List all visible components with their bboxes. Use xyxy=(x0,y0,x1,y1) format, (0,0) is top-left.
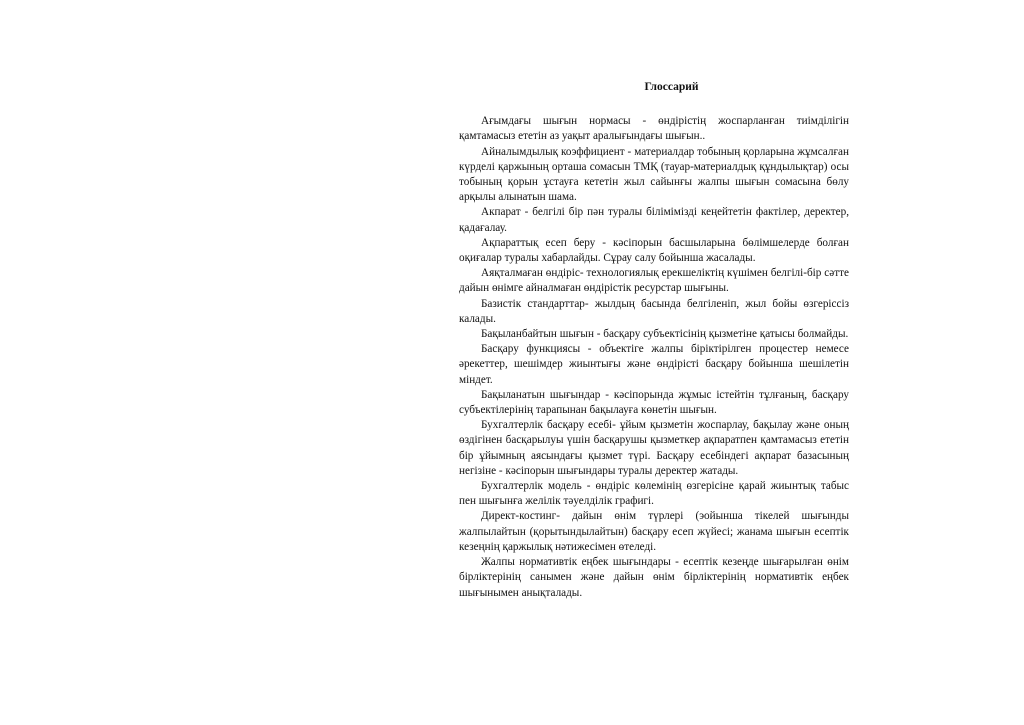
glossary-entry: Аяқталмаған өндіріс- технологиялық ерекшеліктің күшімен белгілі-бір сәтте дайын өнімге айналмаған өндірістік ресурстар шығыны. xyxy=(459,267,849,295)
glossary-page xyxy=(459,80,849,601)
glossary-entry: Басқару функциясы - объектіге жалпы біріктірілген процестер немесе әрекеттер, шешімдер жиынтығы және өндірісті басқару бойынша шешілетін міндет. xyxy=(459,343,849,386)
glossary-entry: Бақыланбайтын шығын - басқару субъектісінің қызметіне қатысы болмайды. xyxy=(481,328,849,341)
page-title: Глоссарий xyxy=(644,81,699,93)
glossary-entry: Базистік стандарттар- жылдың басында белгіленіп, жыл бойы өзгеріссіз калады. xyxy=(459,297,849,325)
glossary-entry: Директ-костинг- дайын өнім түрлері (эойынша тікелей шығынды жалпылайтын (қорытындылайтын) басқару есеп жүйесі; жанама шығын есептік кезеңнің қаржылық нәтижесімен өтеледі. xyxy=(459,510,849,553)
glossary-entry: Айналымдылық коэффициент - материалдар тобының қорларына жұмсалған күрделі қаржының орташа сомасын ТМҚ (тауар-материалдық құндылықтар) осы тобының қорын ұстауға кететін жыл сайынғы жалпы шығын сомасына бөлу арқылы алынатын шама. xyxy=(459,145,849,204)
glossary-entry: Жалпы нормативтік еңбек шығындары - есептік кезеңде шығарылған өнім бірліктерінің санымен және дайын өнім бірліктерінің нормативтік еңбек шығынымен анықталады. xyxy=(459,556,849,599)
glossary-entry: Ақпараттық есеп беру - кәсіпорын басшыларына бөлімшелерде болған оқиғалар туралы хабарлайды. Сұрау салу бойынша жасалады. xyxy=(459,236,849,265)
glossary-entry: Бухгалтерлік модель - өндіріс көлемінің өзгерісіне қарай жиынтық табыс пен шығынға желілік тәуелділік графигі. xyxy=(459,480,849,508)
glossary-entry: Ағымдағы шығын нормасы - өндірістің жоспарланған тиімділігін қамтамасыз ететін аз уақыт аралығындағы шығын.. xyxy=(459,115,849,143)
glossary-entry: Акпарат - белгілі бір пән туралы біліміміздi кеңейтетін фактілер, деректер, қадағалау. xyxy=(459,206,849,234)
glossary-entry: Бақыланатын шығындар - кәсіпорында жұмыс істейтін тұлғаның, басқару субъектілерінің тарапынан бақылауға көнетін шығын. xyxy=(459,388,849,417)
glossary-entry: Бухгалтерлік басқару есебі- ұйым қызметін жоспарлау, бақылау және оның өздігінен басқарылуы үшін басқарушы қызметкер ақпаратпен қамтамасыз ететін бір ұйымның аясындағы қызмет түрі. Басқару есебіндегі ақпарат базасының негізіне - кәсіпорын шығындары туралы деректер жатады. xyxy=(459,419,849,477)
